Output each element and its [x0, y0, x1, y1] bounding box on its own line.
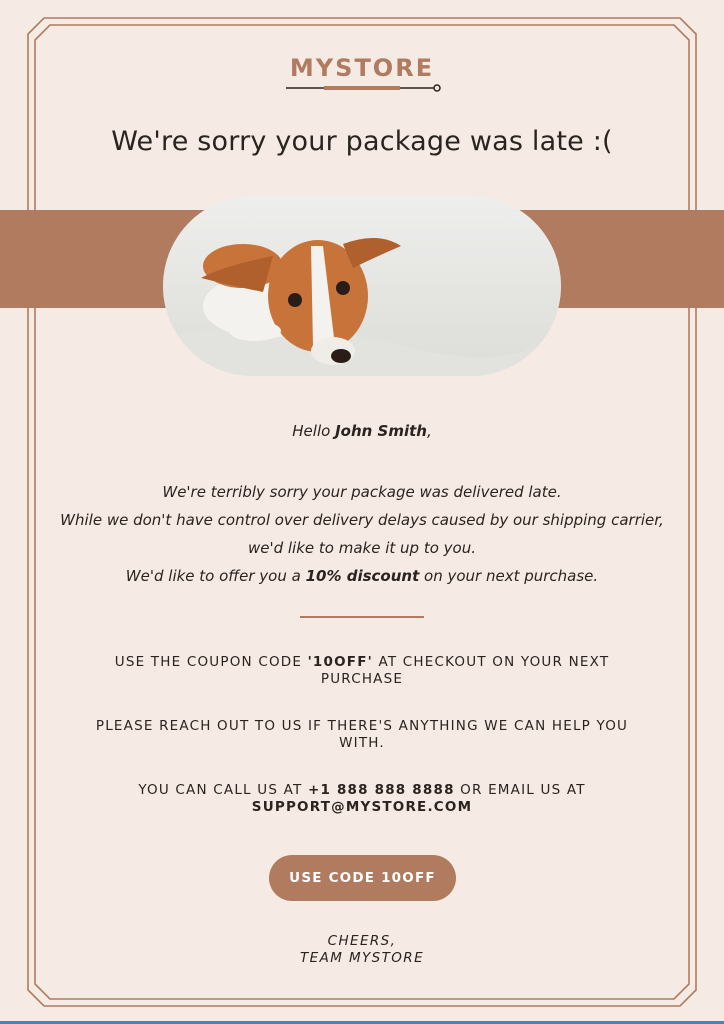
contact-prefix: YOU CAN CALL US AT: [138, 782, 308, 798]
message-line-3: [60, 562, 664, 590]
discount-amount: 10% discount: [305, 567, 420, 585]
dog-image: [163, 196, 561, 376]
section-divider: [300, 616, 424, 618]
message-line-3-suffix: on your next purchase.: [419, 567, 599, 585]
contact-info: [80, 782, 644, 816]
use-code-button[interactable]: USE CODE 10OFF: [269, 855, 456, 901]
support-email[interactable]: SUPPORT@MYSTORE.COM: [251, 799, 473, 815]
signoff-line-2: TEAM MYSTORE: [300, 950, 424, 966]
greeting-prefix: Hello: [292, 422, 336, 440]
greeting-suffix: ,: [426, 422, 432, 440]
support-note: PLEASE REACH OUT TO US IF THERE'S ANYTHING WE CAN HELP YOU WITH.: [95, 718, 629, 751]
signoff-line-1: CHEERS,: [327, 933, 397, 949]
message-line-3-prefix: We'd like to offer you a: [125, 567, 306, 585]
logo-underline: [286, 82, 442, 94]
message-line-1: We're terribly sorry your package was delivered late.: [162, 483, 562, 501]
signoff: [0, 933, 724, 967]
coupon-instructions: [80, 654, 644, 688]
coupon-suffix: AT CHECKOUT ON YOUR NEXT PURCHASE: [320, 654, 610, 687]
apology-message: [60, 478, 664, 590]
greeting: [0, 422, 724, 440]
coupon-code: '10OFF': [307, 654, 373, 670]
coupon-prefix: USE THE COUPON CODE: [114, 654, 308, 670]
message-line-2: While we don't have control over delivery delays caused by our shipping carrier, we'd like to make it up to you.: [60, 511, 664, 557]
brand-logo: MYSTORE: [289, 54, 435, 82]
customer-name: John Smith: [335, 422, 427, 440]
page-title: We're sorry your package was late :(: [111, 126, 613, 157]
phone-number[interactable]: +1 888 888 8888: [307, 782, 455, 798]
contact-middle: OR EMAIL US AT: [454, 782, 586, 798]
hero-image: [163, 196, 561, 376]
